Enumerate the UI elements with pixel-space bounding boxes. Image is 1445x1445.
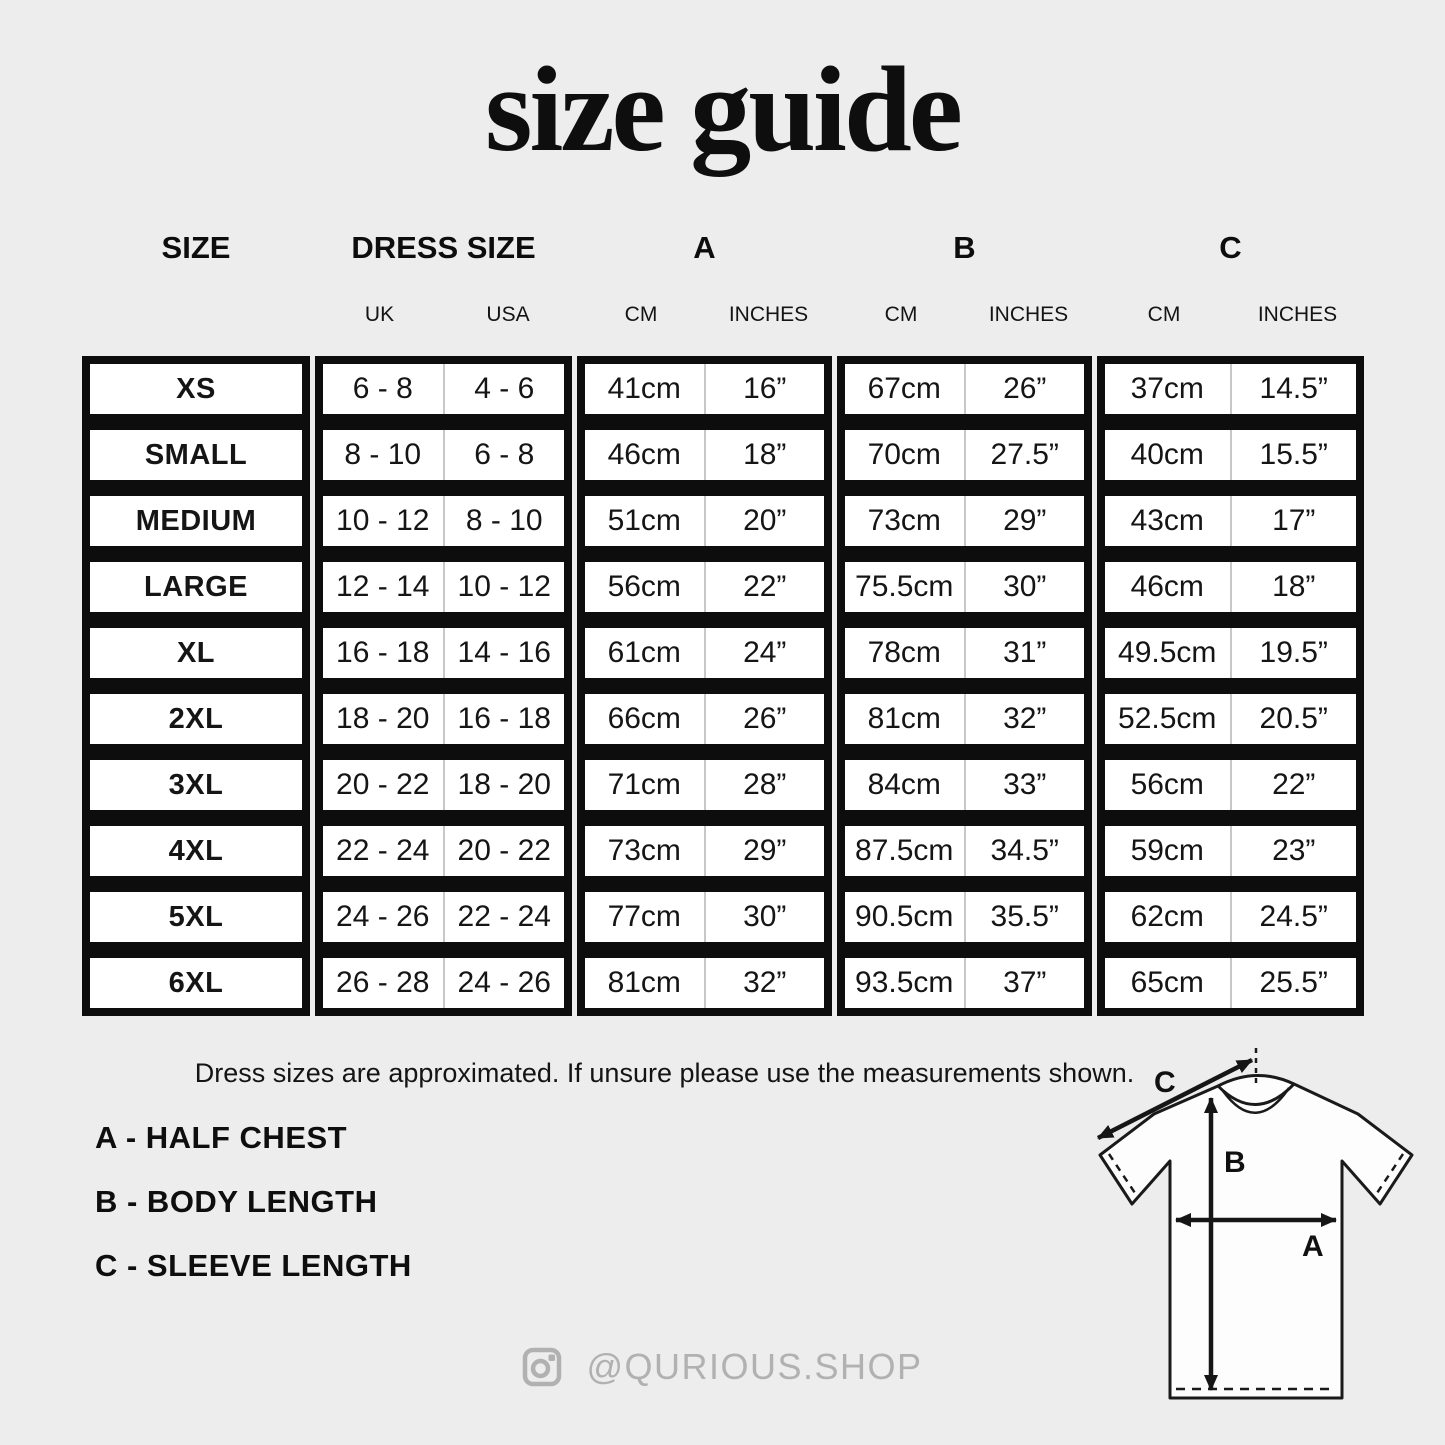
value-cell: 46cm [607,438,681,471]
value-cell: 46cm [1130,570,1204,603]
value-cell: 49.5cm [1118,636,1217,669]
measurement-legend [95,1122,412,1314]
diagram-label-b: B [1224,1146,1246,1179]
legend-sleeve-length: C - SLEEVE LENGTH [95,1248,412,1283]
measure-box [1097,356,1364,422]
size-cell: 6XL [168,966,224,999]
value-cell: 81cm [867,702,941,735]
value-cell: 18 - 20 [336,702,430,735]
value-cell: 66cm [607,702,681,735]
value-cell: 16” [704,364,825,414]
table-row [82,818,1364,884]
measure-box [577,884,832,950]
table-row [82,422,1364,488]
measure-box [837,554,1092,620]
value-cell: 61cm [607,636,681,669]
value-cell: 24 - 26 [336,900,430,933]
value-cell: 15.5” [1230,430,1357,480]
measure-box [315,884,572,950]
value-cell: 26” [704,694,825,744]
value-cell: 41cm [607,372,681,405]
value-cell: 70cm [867,438,941,471]
table-row [82,752,1364,818]
value-cell: 29” [704,826,825,876]
value-cell: 18” [1230,562,1357,612]
group-header-dress-size: DRESS SIZE [351,230,536,265]
size-box [82,422,310,488]
value-cell: 37cm [1130,372,1204,405]
legend-body-length: B - BODY LENGTH [95,1184,378,1219]
value-cell: 71cm [607,768,681,801]
value-cell: 8 - 10 [344,438,422,471]
value-cell: 75.5cm [855,570,954,603]
measure-box [577,554,832,620]
tshirt-outline [1100,1075,1412,1398]
value-cell: 30” [964,562,1085,612]
measure-box [577,686,832,752]
table-row [82,884,1364,950]
group-header-a: A [693,230,716,265]
measure-box [577,488,832,554]
value-cell: 24 - 26 [443,958,565,1008]
diagram-label-a: A [1302,1230,1324,1263]
sub-header-usa: USA [486,303,530,326]
measure-box [837,818,1092,884]
measure-box [1097,620,1364,686]
value-cell: 29” [964,496,1085,546]
page-title: size guide [485,42,960,177]
value-cell: 10 - 12 [336,504,430,537]
value-cell: 28” [704,760,825,810]
size-cell: 4XL [168,834,224,867]
value-cell: 22 - 24 [443,892,565,942]
value-cell: 17” [1230,496,1357,546]
value-cell: 20” [704,496,825,546]
measure-box [1097,818,1364,884]
measure-box [315,752,572,818]
value-cell: 22” [704,562,825,612]
value-cell: 73cm [607,834,681,867]
measure-box [315,620,572,686]
measure-box [837,356,1092,422]
value-cell: 52.5cm [1118,702,1217,735]
value-cell: 23” [1230,826,1357,876]
value-cell: 24” [704,628,825,678]
measure-box [837,686,1092,752]
value-cell: 37” [964,958,1085,1008]
group-header-b: B [953,230,976,265]
value-cell: 18 - 20 [443,760,565,810]
value-cell: 18” [704,430,825,480]
measure-box [315,554,572,620]
table-row [82,950,1364,1016]
measure-box [837,752,1092,818]
value-cell: 40cm [1130,438,1204,471]
measure-box [315,950,572,1016]
size-cell: XS [176,372,216,405]
measure-box [837,884,1092,950]
sub-header-c-cm: CM [1147,303,1181,326]
value-cell: 93.5cm [855,966,954,999]
size-cell: 5XL [168,900,224,933]
measure-box [577,950,832,1016]
table-row [82,686,1364,752]
measure-box [1097,554,1364,620]
value-cell: 22” [1230,760,1357,810]
value-cell: 84cm [867,768,941,801]
approximation-note: Dress sizes are approximated. If unsure please use the measurements shown. [194,1058,1135,1088]
size-box [82,884,310,950]
value-cell: 31” [964,628,1085,678]
diagram-label-c: C [1154,1066,1176,1099]
tshirt-diagram [1076,1042,1421,1412]
value-cell: 16 - 18 [336,636,430,669]
size-cell: LARGE [144,570,248,603]
value-cell: 65cm [1130,966,1204,999]
size-box [82,488,310,554]
table-group-headers [82,226,1364,270]
value-cell: 78cm [867,636,941,669]
group-header-c: C [1219,230,1242,265]
value-cell: 35.5” [964,892,1085,942]
size-cell: 3XL [168,768,224,801]
size-box [82,686,310,752]
instagram-handle: @QURIOUS.SHOP [586,1346,923,1387]
sub-header-b-cm: CM [884,303,918,326]
measure-box [1097,488,1364,554]
value-cell: 14.5” [1230,364,1357,414]
size-box [82,620,310,686]
measure-box [315,356,572,422]
value-cell: 26 - 28 [336,966,430,999]
value-cell: 6 - 8 [443,430,565,480]
sub-header-c-inches: INCHES [1257,303,1338,326]
value-cell: 12 - 14 [336,570,430,603]
measure-box [1097,950,1364,1016]
table-sub-headers [82,302,1364,328]
value-cell: 27.5” [964,430,1085,480]
measure-box [837,422,1092,488]
size-table [82,356,1364,1016]
size-cell: XL [176,636,216,669]
value-cell: 90.5cm [855,900,954,933]
size-box [82,356,310,422]
size-cell: 2XL [168,702,224,735]
value-cell: 67cm [867,372,941,405]
size-cell: MEDIUM [135,504,257,537]
size-cell: SMALL [144,438,248,471]
sub-header-a-cm: CM [624,303,658,326]
size-box [82,818,310,884]
value-cell: 32” [704,958,825,1008]
measure-box [577,752,832,818]
measure-box [837,620,1092,686]
measure-box [1097,884,1364,950]
value-cell: 56cm [607,570,681,603]
value-cell: 20 - 22 [336,768,430,801]
value-cell: 77cm [607,900,681,933]
measure-box [315,488,572,554]
sub-header-a-inches: INCHES [728,303,809,326]
measure-box [577,356,832,422]
value-cell: 33” [964,760,1085,810]
measure-box [1097,686,1364,752]
value-cell: 34.5” [964,826,1085,876]
measure-box [577,422,832,488]
value-cell: 4 - 6 [443,364,565,414]
value-cell: 19.5” [1230,628,1357,678]
sub-header-uk: UK [364,303,395,326]
value-cell: 10 - 12 [443,562,565,612]
table-row [82,488,1364,554]
value-cell: 24.5” [1230,892,1357,942]
value-cell: 20.5” [1230,694,1357,744]
group-header-size: SIZE [161,230,231,265]
size-box [82,554,310,620]
measure-box [315,422,572,488]
value-cell: 25.5” [1230,958,1357,1008]
value-cell: 81cm [607,966,681,999]
measure-box [577,620,832,686]
value-cell: 51cm [607,504,681,537]
measure-box [837,950,1092,1016]
value-cell: 20 - 22 [443,826,565,876]
value-cell: 30” [704,892,825,942]
value-cell: 73cm [867,504,941,537]
value-cell: 16 - 18 [443,694,565,744]
table-row [82,620,1364,686]
measure-box [315,686,572,752]
legend-half-chest: A - HALF CHEST [95,1120,348,1155]
value-cell: 59cm [1130,834,1204,867]
table-row [82,356,1364,422]
value-cell: 43cm [1130,504,1204,537]
value-cell: 6 - 8 [352,372,413,405]
value-cell: 22 - 24 [336,834,430,867]
table-row [82,554,1364,620]
measure-box [1097,422,1364,488]
size-box [82,950,310,1016]
measure-box [577,818,832,884]
value-cell: 56cm [1130,768,1204,801]
sub-header-b-inches: INCHES [988,303,1069,326]
value-cell: 87.5cm [855,834,954,867]
size-box [82,752,310,818]
value-cell: 8 - 10 [443,496,565,546]
value-cell: 14 - 16 [443,628,565,678]
value-cell: 32” [964,694,1085,744]
measure-box [315,818,572,884]
measure-box [837,488,1092,554]
measure-box [1097,752,1364,818]
value-cell: 26” [964,364,1085,414]
instagram-icon [522,1347,562,1387]
value-cell: 62cm [1130,900,1204,933]
